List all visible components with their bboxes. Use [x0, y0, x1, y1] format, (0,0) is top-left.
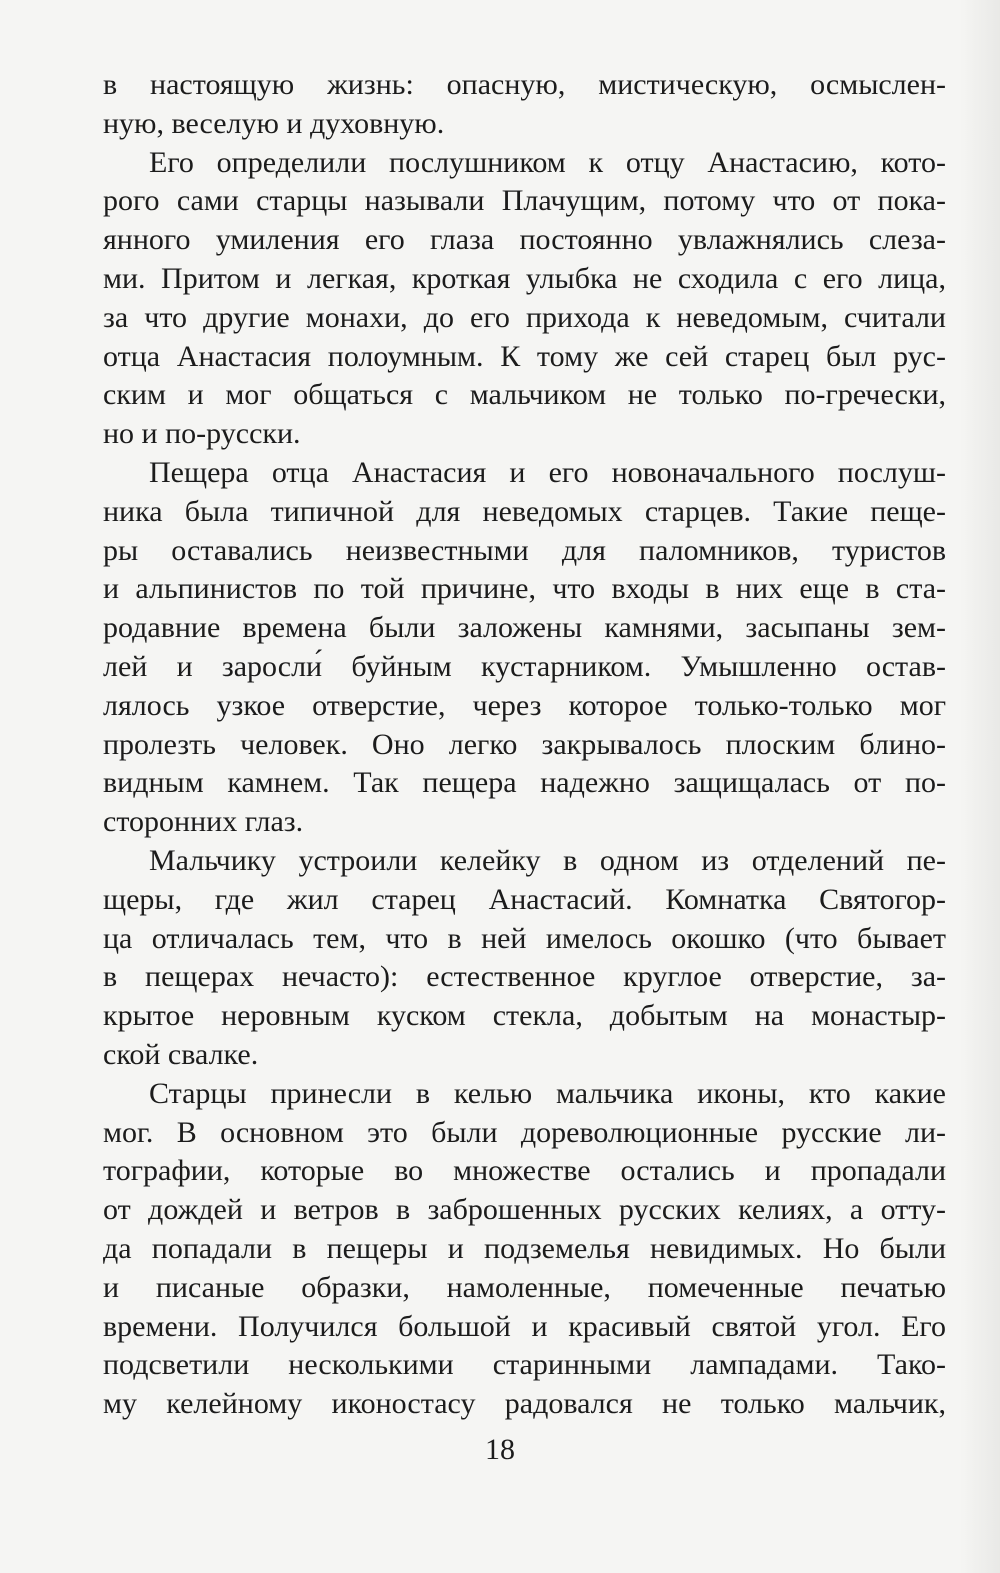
text-line: за что другие монахи, до его прихода к неведомым, считали [103, 300, 946, 334]
text-line: Мальчику устроили келейку в одном из отделений пе- [149, 843, 946, 877]
text-line: времени. Получился большой и красивый святой угол. Его [103, 1309, 946, 1343]
body-text [103, 66, 946, 1424]
text-line: в настоящую жизнь: опасную, мистическую, осмыслен- [103, 68, 946, 101]
text-line: Пещера отца Анастасия и его новоначального послуш- [149, 455, 946, 489]
text-line: родавние времена были заложены камнями, засыпаны зем- [103, 611, 946, 645]
text-line: от дождей и ветров в заброшенных русских келиях, а отту- [103, 1193, 946, 1227]
text-line: ца отличалась тем, что в ней имелось окошко (что бывает [103, 921, 946, 955]
text-line: да попадали в пещеры и подземелья невидимых. Но были [103, 1231, 946, 1265]
text-line: сторонних глаз. [103, 805, 304, 839]
text-line: ника была типичной для неведомых старцев. Такие пеще- [103, 494, 946, 528]
text-line: пролезть человек. Оно легко закрывалось плоским блино- [103, 727, 946, 761]
text-line: Его определили послушником к отцу Анастасию, кото- [149, 145, 946, 179]
text-line: ры оставались неизвестными для паломников, туристов [103, 533, 946, 567]
text-line: ми. Притом и легкая, кроткая улыбка не сходила с его лица, [103, 261, 946, 295]
paragraph [103, 144, 946, 454]
paragraph [103, 842, 946, 1075]
text-line: лей и заросли́ буйным кустарником. Умышленно остав- [103, 649, 946, 683]
text-line: мог. В основном это были дореволюционные русские ли- [103, 1115, 946, 1149]
text-line: ским и мог общаться с мальчиком не только по-гречески, [103, 378, 946, 412]
text-line: щеры, где жил старец Анастасий. Комнатка Святогор- [103, 882, 946, 916]
text-line: ской свалке. [103, 1037, 259, 1071]
text-line: Старцы принесли в келью мальчика иконы, кто какие [149, 1076, 946, 1110]
text-line: и альпинистов по той причине, что входы в них еще в ста- [103, 572, 946, 606]
text-line: рого сами старцы называли Плачущим, потому что от пока- [103, 184, 946, 218]
text-line: и писаные образки, намоленные, помеченные печатью [103, 1270, 946, 1304]
text-line: отца Анастасия полоумным. К тому же сей старец был рус- [103, 339, 946, 373]
text-line: крытое неровным куском стекла, добытым на монастыр- [103, 999, 946, 1033]
text-line: му келейному иконостасу радовался не только мальчик, [103, 1387, 946, 1421]
text-line: но и по-русски. [103, 417, 301, 451]
text-line: ную, веселую и духовную. [103, 106, 445, 140]
text-line: в пещерах нечасто): естественное круглое отверстие, за- [103, 960, 946, 994]
paragraph [103, 1075, 946, 1424]
text-line: тографии, которые во множестве остались и пропадали [103, 1154, 946, 1188]
text-line: подсветили несколькими старинными лампадами. Тако- [103, 1348, 946, 1382]
text-line: лялось узкое отверстие, через которое только-только мог [103, 688, 946, 722]
page-number: 18 [485, 1433, 515, 1466]
paragraph [103, 66, 946, 144]
text-line: янного умиления его глаза постоянно увлажнялись слеза- [103, 223, 946, 257]
paragraph [103, 454, 946, 842]
text-line: видным камнем. Так пещера надежно защищалась от по- [103, 766, 946, 800]
